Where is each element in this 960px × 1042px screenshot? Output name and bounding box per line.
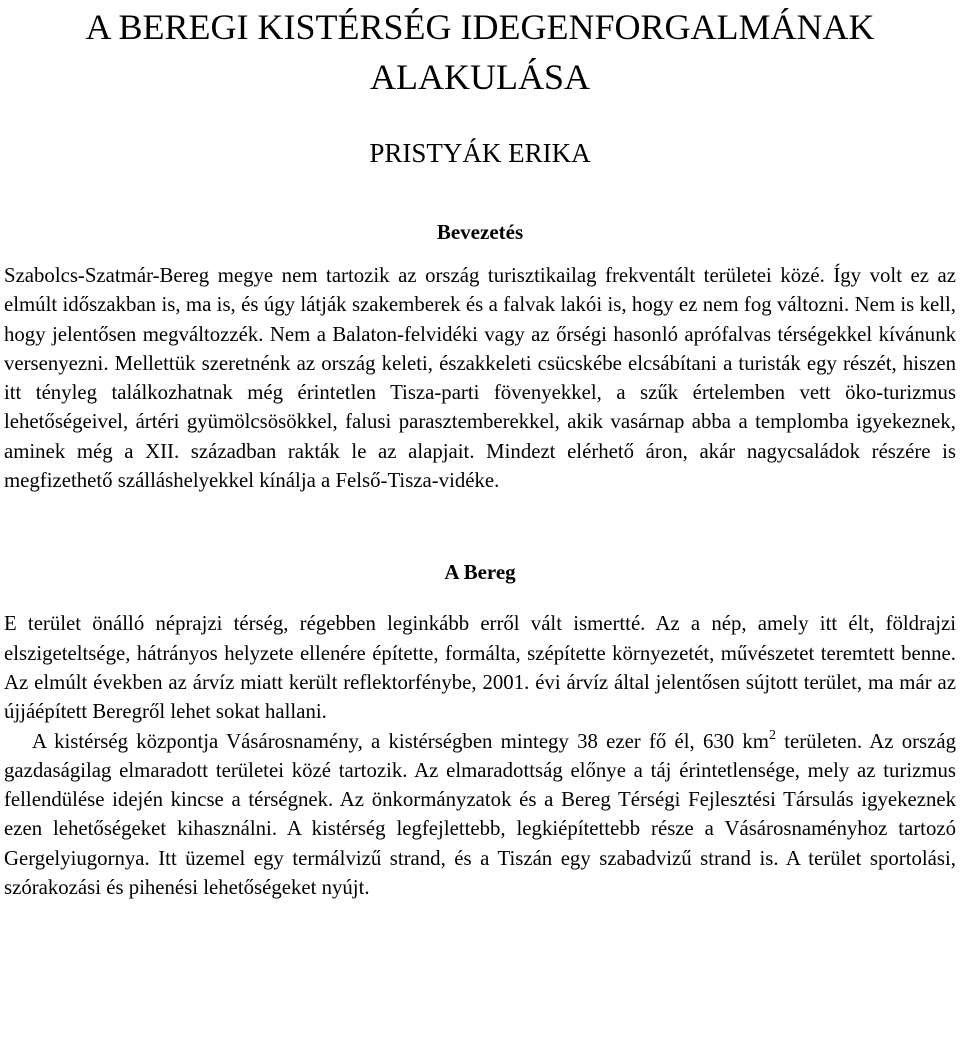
introduction-paragraph: Szabolcs-Szatmár-Bereg megye nem tartozik az ország turisztikailag frekventált területei közé. Így volt ez az elmúlt időszakban is, ma is, és úgy látják szakemberek és a falvak lakói is, hogy ez nem fog változni. Nem is kell, hogy jelentősen megváltozzék. Nem a Balaton-felvidéki vagy az őrségi hasonló aprófalvas térségekkel kívánunk versenyezni. Mellettük szeretnénk az ország keleti, északkeleti csücskébe elcsábítani a turisták egy részét, hiszen itt tényleg találkozhatnak még érintetlen Tisza-parti fövenyekkel, a szűk értelemben vett öko-turizmus lehetőségeivel, ártéri gyümölcsösökkel, falusi parasztemberekkel, akik vasárnap abba a templomba igyekeznek, aminek még a XII. században rakták le az alapjait. Mindezt elérhető áron, akár nagycsaládok részére is megfizethető szálláshelyekkel kínálja a Felső-Tisza-vidéke. [4, 264, 956, 493]
document-title-line-2: ALAKULÁSA [370, 57, 590, 97]
bereg-paragraph-2 [4, 727, 956, 903]
section-heading-bereg: A Bereg [444, 560, 516, 585]
superscript-square: 2 [768, 727, 776, 743]
bereg-paragraph-2-text-end: területen. Az ország gazdaságilag elmaradott területei közé tartozik. Az elmaradottság előnye a táj érintetlensége, mely az turizmus fellendülése idején kincse a térségnek. Az önkormányzatok és a Bereg Térségi Fejlesztési Társulás igyekeznek ezen lehetőségeket kihasználni. A kistérség legfejlettebb, legkiépítettebb része a Vásárosnaményhoz tartozó Gergelyiugornya. Itt üzemel egy termálvizű strand, és a Tiszán egy szabadvizű strand is. A terület sportolási, szórakozási és pihenési lehetőségeket nyújt. [4, 729, 956, 900]
bereg-paragraph-1: E terület önálló néprajzi térség, régebben leginkább erről vált ismertté. Az a nép, amely itt élt, földrajzi elszigeteltsége, hátrányos helyzete ellenére építette, formálta, szépítette környezetét, művészetet teremtett benne. Az elmúlt években az árvíz miatt került reflektorfénybe, 2001. évi árvíz által jelentősen sújtott terület, ma már az újjáépített Beregről lehet sokat hallani. [4, 612, 956, 724]
document-title [4, 2, 956, 102]
section-heading-introduction: Bevezetés [436, 220, 524, 244]
author-name: PRISTYÁK ERIKA [369, 138, 591, 168]
bereg-paragraph-2-text-start: A kistérség központja Vásárosnamény, a kistérségben mintegy 38 ezer fő él, 630 km [32, 729, 769, 753]
document-title-line-1: A BEREGI KISTÉRSÉG IDEGENFORGALMÁNAK [85, 7, 875, 47]
document-page [4, 2, 956, 902]
